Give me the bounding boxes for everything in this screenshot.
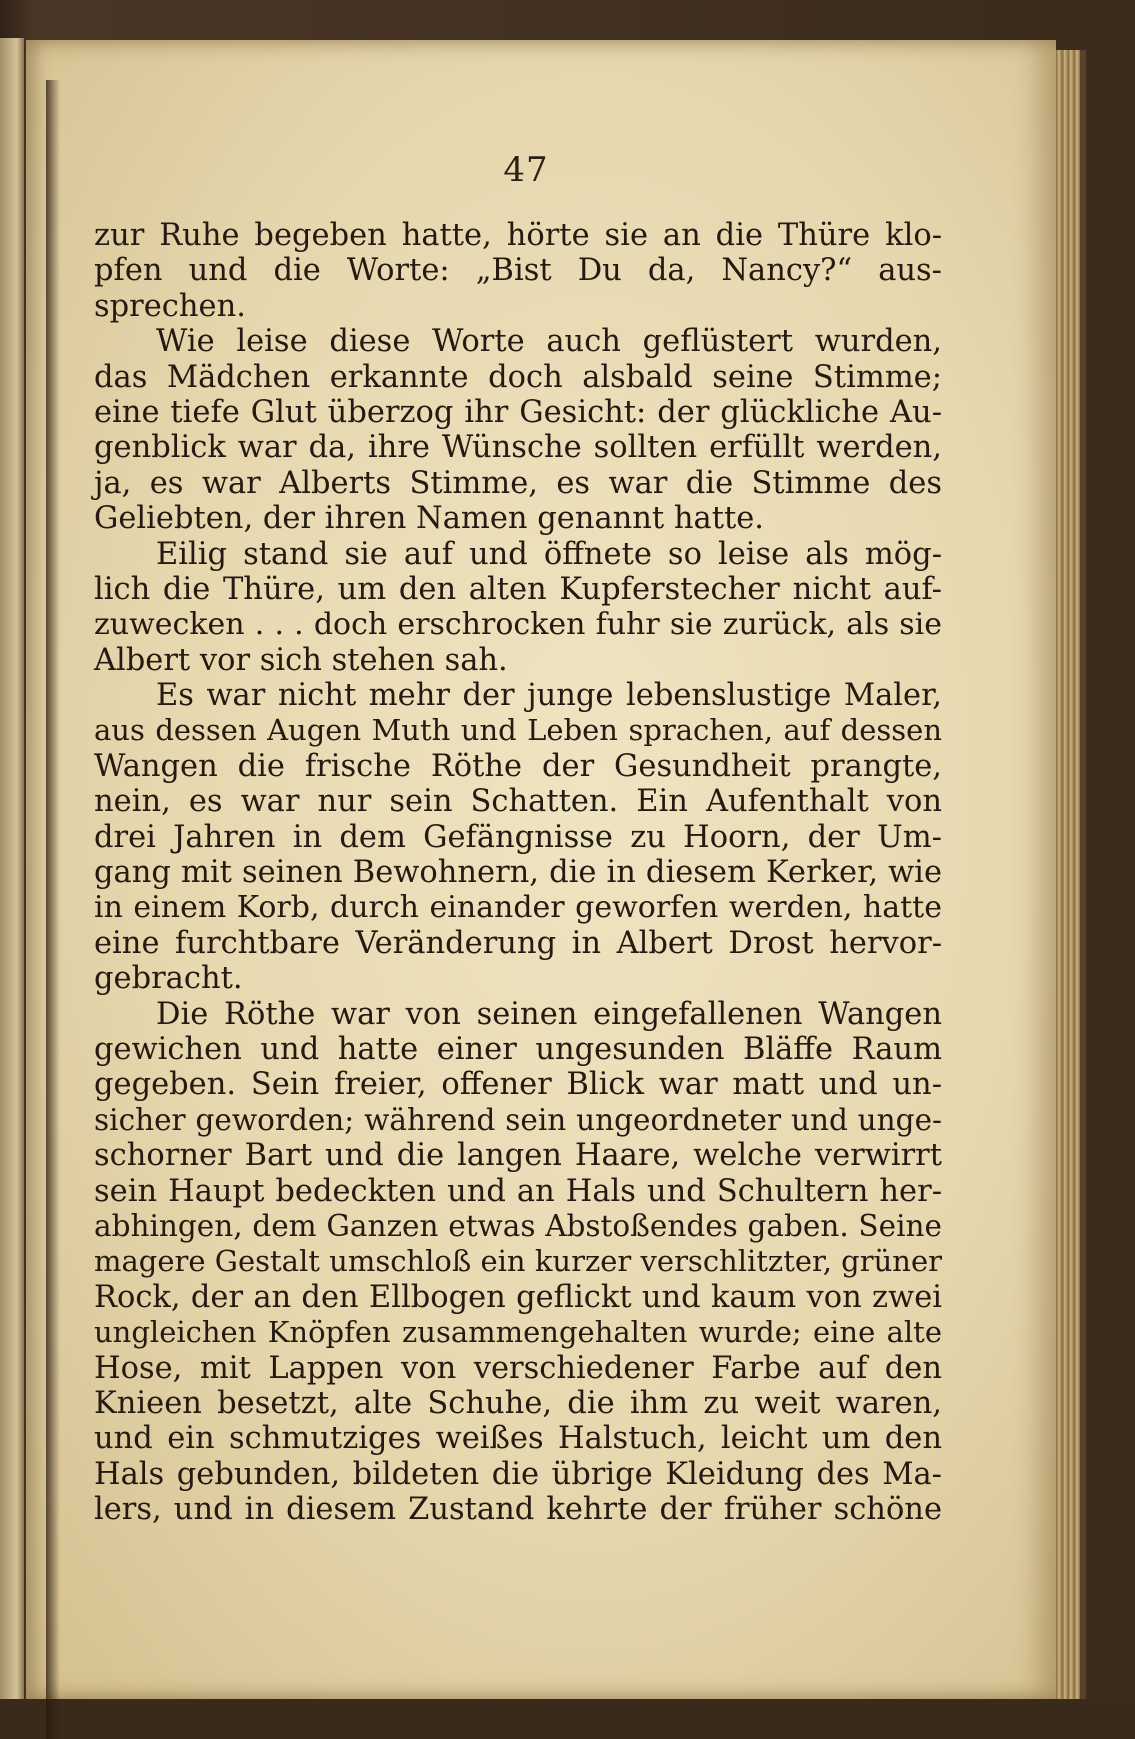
text-line: zur Ruhe begeben hatte, hörte sie an die Thüre klo- (94, 218, 942, 253)
text-line: sprechen. (94, 288, 246, 324)
text-line: nein, es war nur sein Schatten. Ein Aufenthalt von (94, 784, 942, 820)
text-line: abhingen, dem Ganzen etwas Abstoßendes gaben. Seine (94, 1208, 942, 1243)
spine-shadow (46, 80, 60, 1739)
text-line: sein Haupt bedeckten und an Hals und Schultern her- (94, 1173, 942, 1209)
book-page (26, 40, 1056, 1699)
text-line: magere Gestalt umschloß ein kurzer verschlitzter, grüner (94, 1244, 942, 1279)
text-line: zuwecken . . . doch erschrocken fuhr sie zurück, als sie (94, 607, 942, 643)
text-line: und ein schmutziges weißes Halstuch, leicht um den (94, 1421, 942, 1457)
text-line: in einem Korb, durch einander geworfen werden, hatte (94, 890, 942, 926)
text-line: Geliebten, der ihren Namen genannt hatte. (94, 501, 764, 537)
text-line: Knieen besetzt, alte Schuhe, die ihm zu weit waren, (94, 1385, 942, 1421)
text-line: Die Röthe war von seinen eingefallenen Wangen (156, 996, 942, 1032)
text-line: Eilig stand sie auf und öffnete so leise als mög- (156, 536, 942, 572)
text-line: schorner Bart und die langen Haare, welche verwirrt (94, 1138, 942, 1174)
text-line: genblick war da, ihre Wünsche sollten erfüllt werden, (94, 430, 942, 466)
text-line: gang mit seinen Bewohnern, die in diesem Kerker, wie (94, 855, 942, 891)
body-text (94, 218, 942, 1527)
page-number: 47 (503, 150, 549, 190)
text-line: gebracht. (94, 961, 243, 997)
text-line: eine furchtbare Veränderung in Albert Drost hervor- (94, 925, 942, 961)
text-line: gewichen und hatte einer ungesunden Bläffe Raum (94, 1031, 942, 1067)
text-line: Albert vor sich stehen sah. (94, 642, 508, 678)
text-line: gegeben. Sein freier, offener Blick war matt und un- (94, 1067, 942, 1103)
text-line: lich die Thüre, um den alten Kupferstecher nicht auf- (94, 571, 942, 607)
text-line: Hals gebunden, bildeten die übrige Kleidung des Ma- (94, 1456, 942, 1492)
text-line: lers, und in diesem Zustand kehrte der früher schöne (94, 1492, 942, 1528)
text-line: Es war nicht mehr der junge lebenslustige Maler, (156, 678, 942, 714)
text-line: das Mädchen erkannte doch alsbald seine Stimme; (94, 359, 942, 395)
text-line: Hose, mit Lappen von verschiedener Farbe auf den (94, 1350, 942, 1386)
text-line: Wie leise diese Worte auch geflüstert wurden, (156, 324, 942, 360)
text-line: aus dessen Augen Muth und Leben sprachen, auf dessen (94, 713, 942, 748)
left-page-edge (0, 38, 24, 1699)
text-line: Wangen die frische Röthe der Gesundheit prangte, (94, 748, 942, 784)
text-line: eine tiefe Glut überzog ihr Gesicht: der glückliche Au- (94, 394, 942, 430)
text-line: sicher geworden; während sein ungeordneter und unge- (94, 1102, 942, 1137)
text-line: ungleichen Knöpfen zusammengehalten wurde; eine alte (94, 1315, 942, 1350)
text-line: pfen und die Worte: „Bist Du da, Nancy?“ aus- (94, 253, 942, 289)
text-line: drei Jahren in dem Gefängnisse zu Hoorn, der Um- (94, 819, 942, 855)
text-line: ja, es war Alberts Stimme, es war die Stimme des (94, 465, 942, 501)
text-line: Rock, der an den Ellbogen geflickt und kaum von zwei (94, 1279, 942, 1315)
